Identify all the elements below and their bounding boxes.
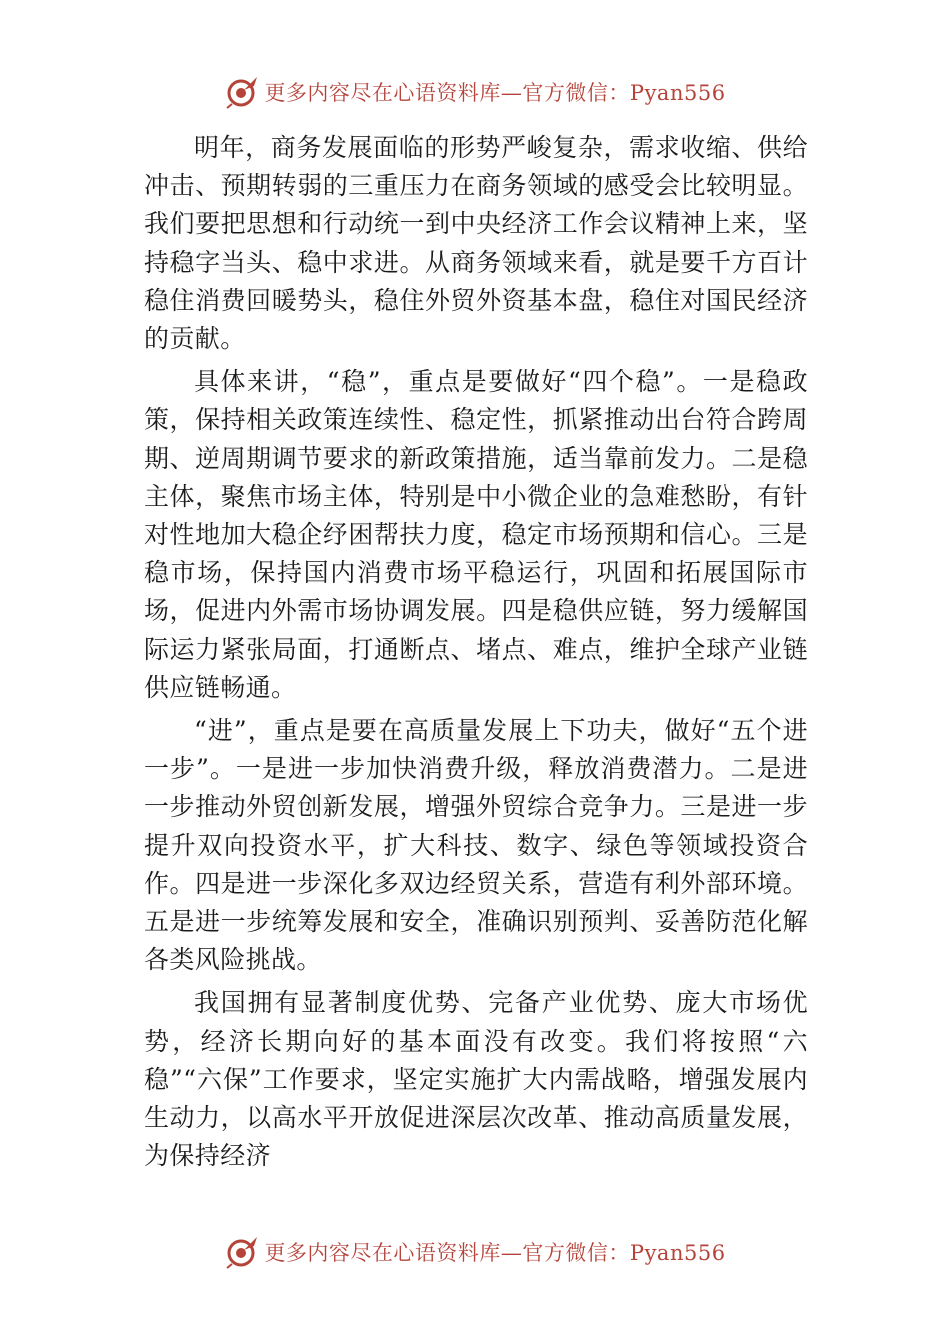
paragraph-3: “进”，重点是要在高质量发展上下功夫，做好“五个进一步”。一是进一步加快消费升级，释放消费潜力。二是进一步推动外贸创新发展，增强外贸综合竞争力。三是进一步提升双向投资水平，扩大科技、数字、绿色等领域投资合作。四是进一步深化多双边经贸关系，营造有利外部环境。五是进一步统筹发展和安全，准确识别预判、妥善防范化解各类风险挑战。 [144,716,808,975]
footer-banner [0,1232,950,1272]
footer-banner-text: 更多内容尽在心语资料库—官方微信：Pyan556 [264,1241,726,1265]
quill-pen-logo-icon [224,74,260,110]
quill-pen-logo-icon [224,1234,260,1270]
paragraph-2: 具体来讲，“稳”，重点是要做好“四个稳”。一是稳政策，保持相关政策连续性、稳定性，抓紧推动出台符合跨周期、逆周期调节要求的新政策措施，适当靠前发力。二是稳主体，聚焦市场主体，特别是中小微企业的急难愁盼，有针对性地加大稳企纾困帮扶力度，稳定市场预期和信心。三是稳市场，保持国内消费市场平稳运行，巩固和拓展国际市场，促进内外需市场协调发展。四是稳供应链，努力缓解国际运力紧张局面，打通断点、堵点、难点，维护全球产业链供应链畅通。 [144,367,808,702]
paragraph-4: 我国拥有显著制度优势、完备产业优势、庞大市场优势，经济长期向好的基本面没有改变。我们将按照“六稳”“六保”工作要求，坚定实施扩大内需战略，增强发展内生动力，以高水平开放促进深层次改革、推动高质量发展，为保持经济 [144,988,808,1171]
header-banner [0,72,950,112]
document-body [144,129,808,1180]
paragraph-1: 明年，商务发展面临的形势严峻复杂，需求收缩、供给冲击、预期转弱的三重压力在商务领域的感受会比较明显。我们要把思想和行动统一到中央经济工作会议精神上来，坚持稳字当头、稳中求进。从商务领域来看，就是要千方百计稳住消费回暖势头，稳住外贸外资基本盘，稳住对国民经济的贡献。 [144,133,808,354]
header-banner-text: 更多内容尽在心语资料库—官方微信：Pyan556 [264,81,726,105]
